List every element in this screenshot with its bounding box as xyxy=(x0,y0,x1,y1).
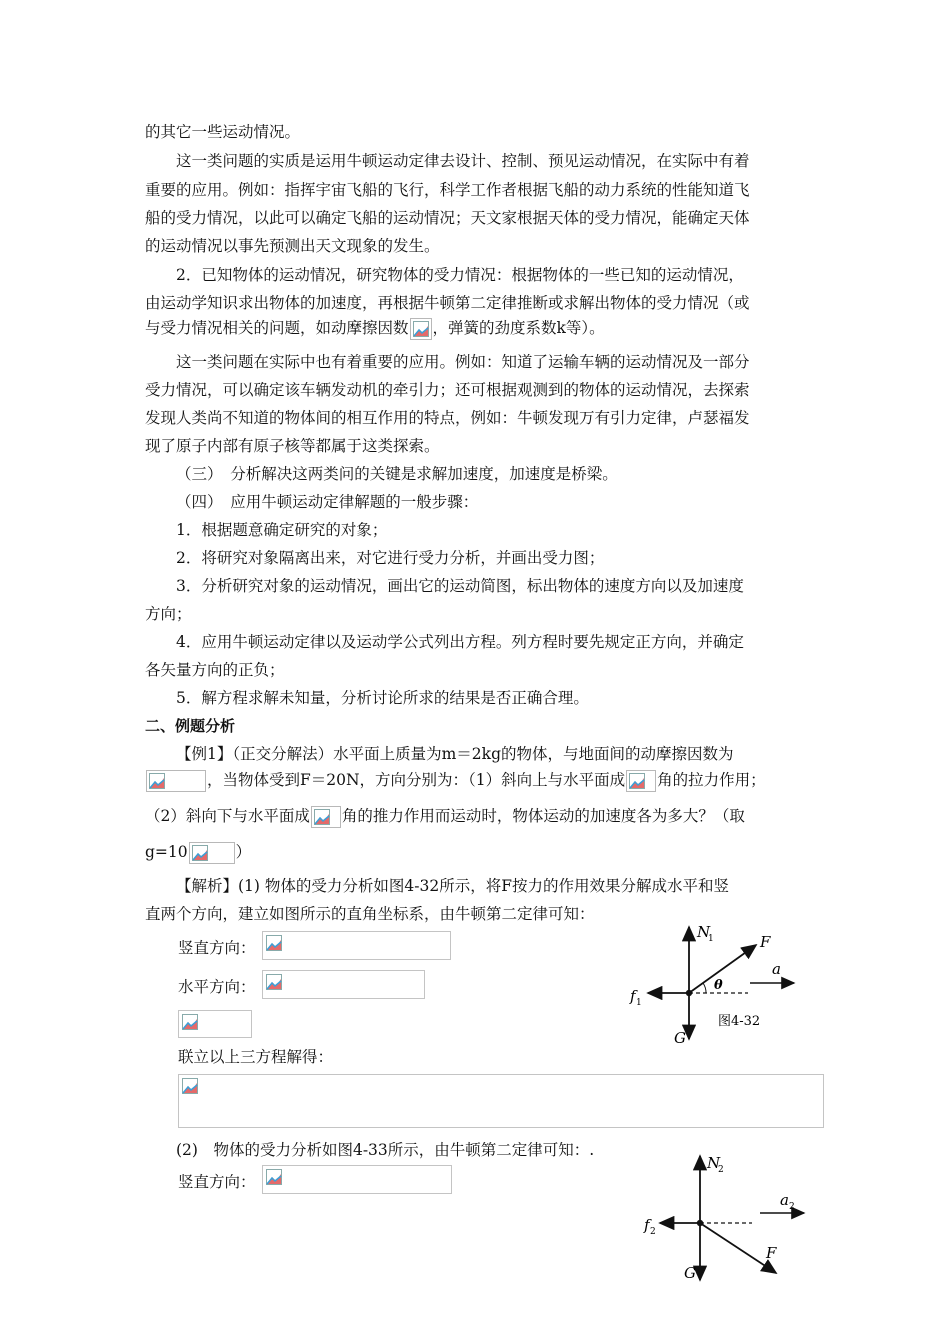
label-N: N xyxy=(707,1154,721,1172)
text-run: 角的推力作用而运动时，物体运动的加速度各为多大？（取 xyxy=(341,807,745,825)
section-heading: （三） 分析解决这两类问的关键是求解加速度，加速度是桥梁。 xyxy=(176,465,618,483)
label-a: a xyxy=(772,960,781,978)
force-diagram-4-32 xyxy=(620,915,820,1050)
step-item: 3．分析研究对象的运动情况，画出它的运动简图，标出物体的速度方向以及加速度 xyxy=(176,577,744,595)
label-f: f xyxy=(630,987,636,1005)
body-point xyxy=(686,990,692,996)
angle-arc xyxy=(703,983,706,993)
step-item: 4．应用牛顿运动定律以及运动学公式列出方程。列方程时要先规定正方向，并确定 xyxy=(176,633,744,651)
label-N-sub: 1 xyxy=(708,934,714,944)
solution-text: (2) 物体的受力分析如图4-33所示，由牛顿第二定律可知：. xyxy=(176,1141,595,1159)
label-a-sub: 2 xyxy=(789,1202,795,1212)
example-text xyxy=(145,806,745,828)
paragraph-line: 由运动学知识求出物体的加速度，再根据牛顿第二定律推断或求解出物体的受力情况（或 xyxy=(145,294,750,312)
paragraph-line: 这一类问题的实质是运用牛顿运动定律去设计、控制、预见运动情况，在实际中有着 xyxy=(176,152,750,170)
text-run: 与受力情况相关的问题，如动摩擦因数 xyxy=(145,319,409,337)
broken-image-icon xyxy=(182,1014,198,1030)
broken-image-icon xyxy=(410,318,432,340)
label-F: F xyxy=(766,1244,777,1262)
label-vertical: 竖直方向： xyxy=(178,939,256,957)
label-theta: θ xyxy=(714,978,723,993)
label-f-sub: 2 xyxy=(650,1227,656,1237)
figure-caption: 图4-32 xyxy=(718,1014,761,1029)
label-F: F xyxy=(760,933,771,951)
broken-image-icon xyxy=(311,806,341,828)
section-heading-examples: 二、例题分析 xyxy=(145,717,236,735)
equation-image-box xyxy=(178,1074,824,1128)
broken-image-icon xyxy=(626,770,656,792)
label-N-sub: 2 xyxy=(718,1165,724,1175)
broken-image-icon xyxy=(266,935,282,951)
example-text: 【例1】（正交分解法）水平面上质量为m＝2kg的物体，与地面间的动摩擦因数为 xyxy=(176,745,734,763)
label-f: f xyxy=(644,1216,650,1234)
label-horizontal: 水平方向： xyxy=(178,978,256,996)
broken-image-icon xyxy=(266,974,282,990)
paragraph-line: 发现人类尚不知道的物体间的相互作用的特点，例如：牛顿发现万有引力定律，卢瑟福发 xyxy=(145,409,750,427)
body-point xyxy=(697,1220,703,1226)
paragraph-line: 的其它一些运动情况。 xyxy=(145,123,301,141)
example-text xyxy=(145,842,251,864)
label-f-sub: 1 xyxy=(636,998,642,1008)
broken-image-icon xyxy=(146,770,206,792)
broken-image-icon xyxy=(189,842,235,864)
text-run: 角的拉力作用； xyxy=(657,771,766,789)
push-force-arrow xyxy=(700,1223,776,1273)
step-item: 2．将研究对象隔离出来，对它进行受力分析，并画出受力图； xyxy=(176,549,605,567)
broken-image-icon xyxy=(182,1078,198,1094)
label-G: G xyxy=(684,1264,696,1282)
paragraph-line: 船的受力情况，以此可以确定飞船的运动情况；天文家根据天体的受力情况，能确定天体 xyxy=(145,209,750,227)
text-run: ） xyxy=(235,843,252,861)
force-diagram-4-33 xyxy=(630,1150,820,1285)
text-run: （2）斜向下与水平面成 xyxy=(145,807,310,825)
solution-text: 直两个方向，建立如图所示的直角坐标系，由牛顿第二定律可知： xyxy=(145,905,595,923)
paragraph-line: 这一类问题在实际中也有着重要的应用。例如：知道了运输车辆的运动情况及一部分 xyxy=(176,353,750,371)
step-item: 各矢量方向的正负； xyxy=(145,661,285,679)
label-G: G xyxy=(674,1029,686,1047)
paragraph-line: 现了原子内部有原子核等都属于这类探索。 xyxy=(145,437,440,455)
step-item: 1．根据题意确定研究的对象； xyxy=(176,521,388,539)
example-text xyxy=(145,770,766,792)
equation-image-box xyxy=(262,1165,452,1194)
text-run: g=10 xyxy=(145,843,188,861)
section-heading: （四） 应用牛顿运动定律解题的一般步骤： xyxy=(176,493,479,511)
step-item: 5．解方程求解未知量，分析讨论所求的结果是否正确合理。 xyxy=(176,689,589,707)
equation-image-box xyxy=(262,970,425,999)
paragraph-line: 重要的应用。例如：指挥宇宙飞船的飞行，科学工作者根据飞船的动力系统的性能知道飞 xyxy=(145,181,750,199)
paragraph-line: 的运动情况以事先预测出天文现象的发生。 xyxy=(145,237,440,255)
equation-image-box xyxy=(178,1010,252,1038)
paragraph-line xyxy=(145,318,605,340)
solution-text: 【解析】(1) 物体的受力分析如图4-32所示，将F按力的作用效果分解成水平和竖 xyxy=(176,877,729,895)
label-a: a xyxy=(780,1191,789,1209)
label-combined: 联立以上三方程解得： xyxy=(178,1048,334,1066)
paragraph-line: 2．已知物体的运动情况，研究物体的受力情况：根据物体的一些已知的运动情况， xyxy=(176,266,744,284)
text-run: ，当物体受到F＝20N，方向分别为：（1）斜向上与水平面成 xyxy=(207,771,626,789)
equation-image-box xyxy=(262,931,451,960)
text-run: ，弹簧的劲度系数k等）。 xyxy=(432,319,605,337)
label-N: N xyxy=(697,923,711,941)
paragraph-line: 受力情况，可以确定该车辆发动机的牵引力；还可根据观测到的物体的运动情况，去探索 xyxy=(145,381,750,399)
step-item: 方向； xyxy=(145,605,192,623)
label-vertical: 竖直方向： xyxy=(178,1173,256,1191)
broken-image-icon xyxy=(266,1169,282,1185)
